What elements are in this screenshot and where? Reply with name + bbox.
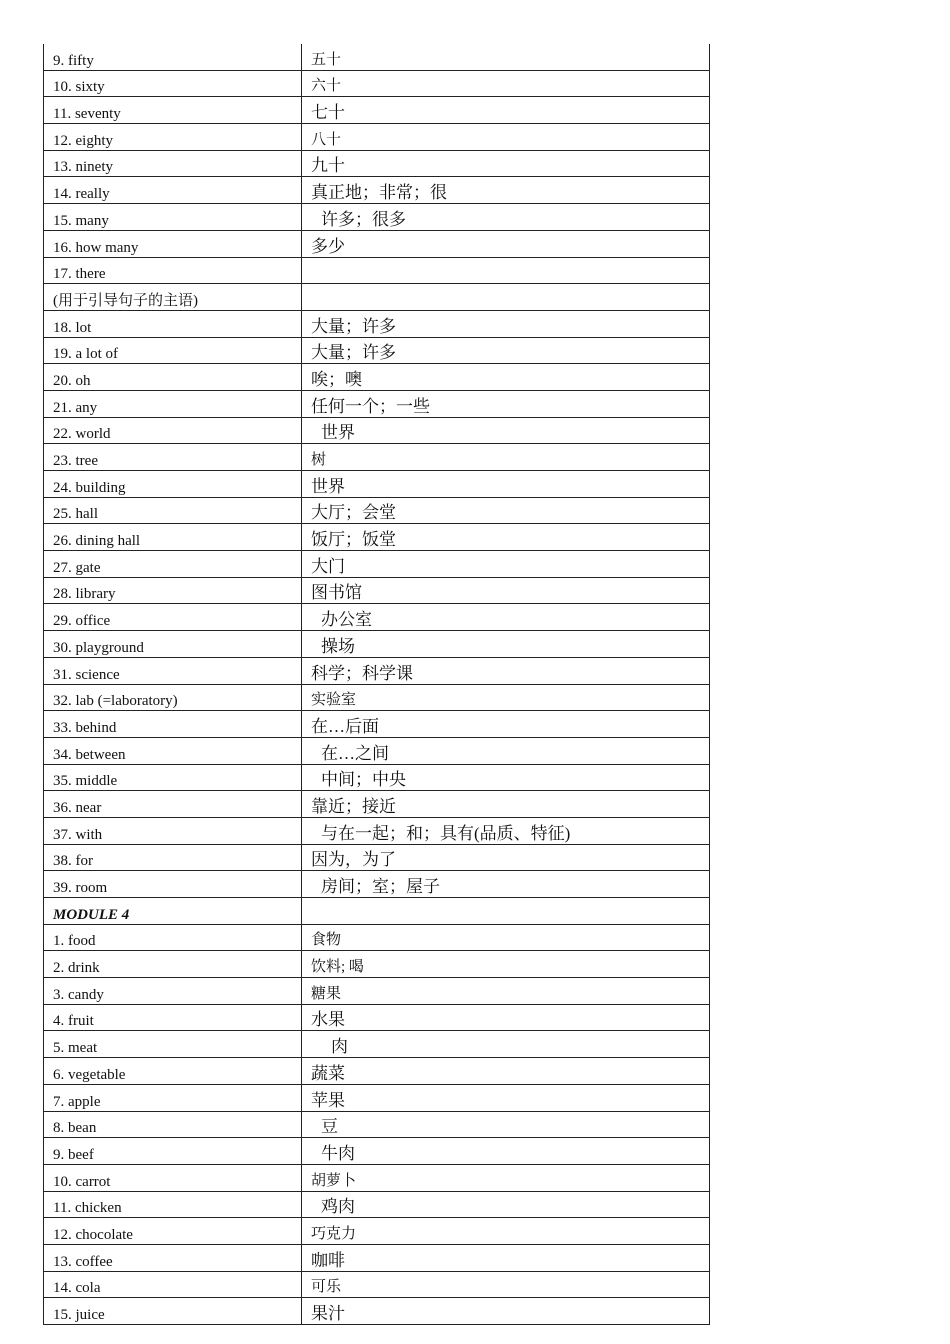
chinese-meaning: 水果 <box>302 1004 710 1031</box>
chinese-meaning: 图书馆 <box>302 577 710 604</box>
vocab-row <box>44 978 710 1005</box>
vocab-row <box>44 177 710 204</box>
vocab-row <box>44 284 710 311</box>
english-word: 2. drink <box>44 951 302 978</box>
chinese-meaning <box>302 284 710 311</box>
vocab-row <box>44 1058 710 1085</box>
module-heading: MODULE 4 <box>44 898 302 925</box>
vocab-row <box>44 444 710 471</box>
english-word: 13. coffee <box>44 1244 302 1271</box>
vocab-row <box>44 1298 710 1325</box>
chinese-meaning: 任何一个；一些 <box>302 390 710 417</box>
english-word: 9. beef <box>44 1138 302 1165</box>
english-word: 23. tree <box>44 444 302 471</box>
vocab-row <box>44 337 710 364</box>
english-word: 38. for <box>44 844 302 871</box>
english-word: 32. lab (=laboratory) <box>44 684 302 711</box>
vocab-row <box>44 364 710 391</box>
english-word: 1. food <box>44 924 302 951</box>
chinese-meaning: 五十 <box>302 44 710 70</box>
chinese-meaning: 八十 <box>302 124 710 151</box>
english-word: 8. bean <box>44 1111 302 1138</box>
vocabulary-table <box>43 44 710 1325</box>
english-word: 12. chocolate <box>44 1218 302 1245</box>
chinese-meaning: 牛肉 <box>302 1138 710 1165</box>
vocab-row <box>44 204 710 231</box>
vocab-row <box>44 1111 710 1138</box>
english-word: 14. cola <box>44 1271 302 1298</box>
chinese-meaning: 世界 <box>302 471 710 498</box>
chinese-meaning: 食物 <box>302 924 710 951</box>
english-word: 25. hall <box>44 497 302 524</box>
english-word: 22. world <box>44 417 302 444</box>
english-word: 31. science <box>44 657 302 684</box>
chinese-meaning: 与在一起；和；具有(品质、特征) <box>302 817 710 844</box>
vocab-row <box>44 390 710 417</box>
vocab-row <box>44 257 710 284</box>
english-word: 11. seventy <box>44 97 302 124</box>
english-word: 15. many <box>44 204 302 231</box>
vocab-row <box>44 951 710 978</box>
english-word: 18. lot <box>44 310 302 337</box>
vocab-row <box>44 791 710 818</box>
vocab-row <box>44 1084 710 1111</box>
chinese-meaning: 许多；很多 <box>302 204 710 231</box>
chinese-meaning: 咖啡 <box>302 1244 710 1271</box>
vocab-row <box>44 737 710 764</box>
english-word: 21. any <box>44 390 302 417</box>
english-word: 19. a lot of <box>44 337 302 364</box>
vocab-row <box>44 657 710 684</box>
chinese-meaning: 果汁 <box>302 1298 710 1325</box>
chinese-meaning: 世界 <box>302 417 710 444</box>
chinese-meaning: 在…后面 <box>302 711 710 738</box>
english-word: 17. there <box>44 257 302 284</box>
chinese-meaning: 真正地；非常；很 <box>302 177 710 204</box>
chinese-meaning: 饮料; 喝 <box>302 951 710 978</box>
chinese-meaning: 胡萝卜 <box>302 1164 710 1191</box>
vocabulary-table-body <box>44 44 710 1325</box>
english-word: 10. sixty <box>44 70 302 97</box>
chinese-meaning: 肉 <box>302 1031 710 1058</box>
chinese-meaning: 科学；科学课 <box>302 657 710 684</box>
vocab-row <box>44 1004 710 1031</box>
vocab-row <box>44 924 710 951</box>
vocab-row <box>44 124 710 151</box>
vocab-row <box>44 817 710 844</box>
chinese-meaning: 可乐 <box>302 1271 710 1298</box>
vocab-row <box>44 604 710 631</box>
vocab-row <box>44 1138 710 1165</box>
chinese-meaning: 中间；中央 <box>302 764 710 791</box>
english-word: 34. between <box>44 737 302 764</box>
chinese-meaning: 饭厅；饭堂 <box>302 524 710 551</box>
vocab-row <box>44 70 710 97</box>
english-word: 14. really <box>44 177 302 204</box>
chinese-meaning: 操场 <box>302 631 710 658</box>
english-word: 5. meat <box>44 1031 302 1058</box>
vocab-row <box>44 497 710 524</box>
chinese-meaning: 七十 <box>302 97 710 124</box>
vocab-row <box>44 230 710 257</box>
vocab-row <box>44 1218 710 1245</box>
chinese-meaning: 在…之间 <box>302 737 710 764</box>
chinese-meaning: 大门 <box>302 551 710 578</box>
chinese-meaning: 办公室 <box>302 604 710 631</box>
vocab-row <box>44 471 710 498</box>
vocab-row <box>44 44 710 70</box>
vocab-row <box>44 1271 710 1298</box>
chinese-meaning: 大量；许多 <box>302 310 710 337</box>
english-word: 35. middle <box>44 764 302 791</box>
vocab-row <box>44 1031 710 1058</box>
english-word: 36. near <box>44 791 302 818</box>
english-word: 37. with <box>44 817 302 844</box>
chinese-meaning: 树 <box>302 444 710 471</box>
english-word: 20. oh <box>44 364 302 391</box>
chinese-meaning: 大厅；会堂 <box>302 497 710 524</box>
vocab-row <box>44 1164 710 1191</box>
english-word: 39. room <box>44 871 302 898</box>
english-word: 12. eighty <box>44 124 302 151</box>
vocab-row <box>44 711 710 738</box>
vocab-row <box>44 631 710 658</box>
english-word: 3. candy <box>44 978 302 1005</box>
chinese-meaning: 房间；室；屋子 <box>302 871 710 898</box>
vocab-row <box>44 1244 710 1271</box>
chinese-meaning: 唉；噢 <box>302 364 710 391</box>
chinese-meaning: 实验室 <box>302 684 710 711</box>
module-heading-row <box>44 898 710 925</box>
chinese-meaning: 豆 <box>302 1111 710 1138</box>
english-word: (用于引导句子的主语) <box>44 284 302 311</box>
english-word: 29. office <box>44 604 302 631</box>
vocab-row <box>44 551 710 578</box>
english-word: 10. carrot <box>44 1164 302 1191</box>
english-word: 11. chicken <box>44 1191 302 1218</box>
chinese-meaning <box>302 898 710 925</box>
vocab-row <box>44 684 710 711</box>
english-word: 7. apple <box>44 1084 302 1111</box>
chinese-meaning: 糖果 <box>302 978 710 1005</box>
english-word: 27. gate <box>44 551 302 578</box>
english-word: 15. juice <box>44 1298 302 1325</box>
chinese-meaning: 九十 <box>302 150 710 177</box>
chinese-meaning: 因为，为了 <box>302 844 710 871</box>
english-word: 30. playground <box>44 631 302 658</box>
chinese-meaning: 苹果 <box>302 1084 710 1111</box>
chinese-meaning: 蔬菜 <box>302 1058 710 1085</box>
vocab-row <box>44 764 710 791</box>
english-word: 13. ninety <box>44 150 302 177</box>
english-word: 33. behind <box>44 711 302 738</box>
english-word: 4. fruit <box>44 1004 302 1031</box>
english-word: 24. building <box>44 471 302 498</box>
english-word: 9. fifty <box>44 44 302 70</box>
chinese-meaning: 鸡肉 <box>302 1191 710 1218</box>
chinese-meaning <box>302 257 710 284</box>
chinese-meaning: 巧克力 <box>302 1218 710 1245</box>
vocab-row <box>44 97 710 124</box>
english-word: 28. library <box>44 577 302 604</box>
vocab-row <box>44 871 710 898</box>
chinese-meaning: 大量；许多 <box>302 337 710 364</box>
chinese-meaning: 多少 <box>302 230 710 257</box>
vocab-row <box>44 524 710 551</box>
english-word: 6. vegetable <box>44 1058 302 1085</box>
vocab-row <box>44 577 710 604</box>
vocab-row <box>44 310 710 337</box>
chinese-meaning: 靠近；接近 <box>302 791 710 818</box>
vocab-row <box>44 417 710 444</box>
english-word: 16. how many <box>44 230 302 257</box>
vocab-row <box>44 1191 710 1218</box>
vocab-row <box>44 150 710 177</box>
vocab-row <box>44 844 710 871</box>
chinese-meaning: 六十 <box>302 70 710 97</box>
english-word: 26. dining hall <box>44 524 302 551</box>
